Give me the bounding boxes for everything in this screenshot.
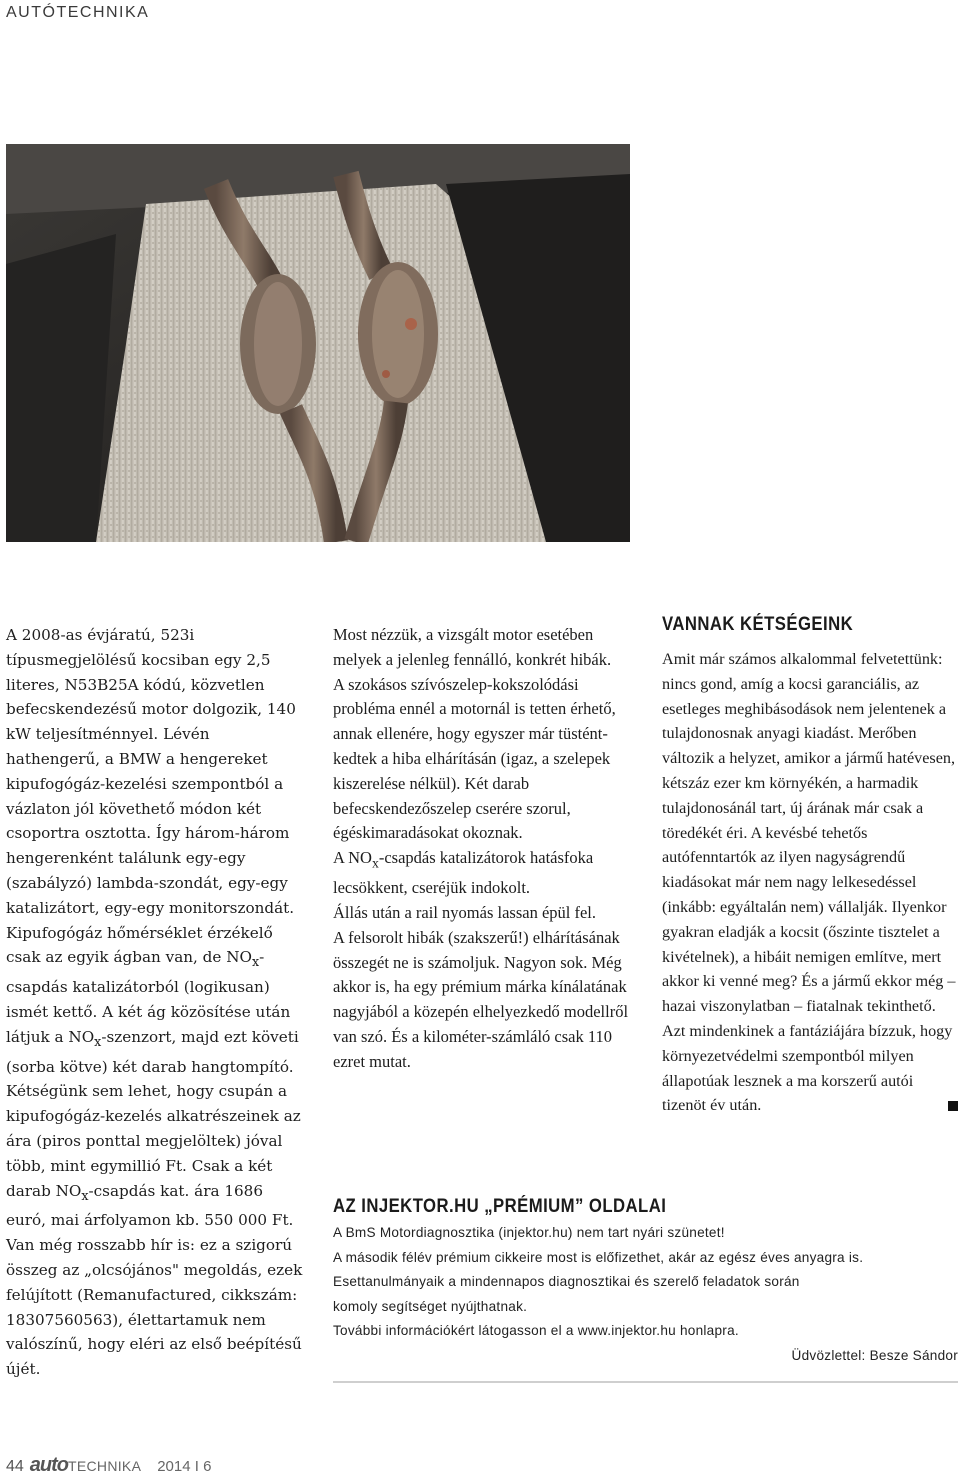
section-label: AUTÓTECHNIKA <box>6 4 150 21</box>
col3-paragraph-1: Amit már számos alkalommal felvetettünk: nincs gond, amíg a kocsi garanciális, az esetleges meghibásodások nem jelentenek a tulajdonosnak anyagi kiadást. Merőben változik a helyzet, amikor a jármű hatévesen, kétszáz ezer km környékén, a harmadik tulajdonosánál tart, új árának már csak a töredékét éri. A kevésbé tehetős autófenntartók az ilyen nagyságrendű kiadásokat már nem nagy lelkesedéssel (inkább: egyáltalán nem) vállalják. Ilyenkor gyakran eladják a kocsit (őszinte tisztelet a kivételnek), a hibáit nemigen említve, mert akkor ki venné meg? És a jármű ekkor még – hazai viszonylatban – fiatalnak tekinthető. <box>662 650 956 1016</box>
exhaust-catalysts-photo <box>6 144 630 542</box>
page-number: 44 <box>6 1458 24 1475</box>
injektor-info-box <box>333 1196 958 1383</box>
info-box-line: Esettanulmányaik a mindennapos diagnosztikai és szerelő feladatok során <box>333 1274 800 1289</box>
logo-auto-text: auto <box>29 1454 69 1476</box>
info-box-line: További információkért látogasson el a www.injektor.hu honlapra. <box>333 1323 739 1338</box>
article-column-1 <box>6 623 306 1382</box>
info-box-signature: Üdvözlettel: Besze Sándor <box>791 1347 958 1363</box>
info-box-line: A BmS Motordiagnosztika (injektor.hu) nem tart nyári szünetet! <box>333 1225 725 1240</box>
photo-illustration <box>6 144 630 542</box>
col2-paragraph-1: Most nézzük, a vizsgált motor esetében melyek a jelenleg fennálló, konkrét hibák. <box>333 625 612 669</box>
info-box-title: AZ INJEKTOR.HU „PRÉMIUM” OLDALAI <box>333 1196 667 1217</box>
logo-technika-text: TECHNIKA <box>68 1458 142 1474</box>
col1-paragraph-1: A 2008-as évjáratú, 523i típusmegjelölésű kocsiban egy 2,5 literes, N53B25A kódú, közvetlen befecskendezésű motor dolgozik, 140 kW teljesítménnyel. Lévén hathengerű, a BMW a hengereket kipufogógáz-kezelési szempontból a vázlaton jól követhető módon két csoportra osztotta. Így három-három hengerenként találunk egy-egy (szabályzó) lambda-szondát, egy-egy katalizátort, egy-egy monitorszondát. Kipufogógáz hőmérséklet érzékelő csak az egyik ágban van, de $NO_x$-csapdás katalizátorból (logikusan) ismét kettő. A két ág közösítése után látjuk a $NO_x$-szenzort, majd ezt követi (sorba kötve) két darab hangtompító. <box>6 626 299 1076</box>
col2-paragraph-5: A felsorolt hibák (szakszerű!) elhárításának összegét ne is számoljuk. Nagyon sok. Még akkor is, ha egy prémium márka kínálatának nagyjából a közepén elhelyezkedő modellről van szó. És a kilométer-számláló csak 110 ezret mutat. <box>333 927 629 1071</box>
page-footer <box>6 1454 211 1474</box>
col2-paragraph-2: A szokásos szívószelep-kokszolódási probléma ennél a motornál is tetten érhető, annak ellenére, hogy egyszer már tüsténtkedtek a hiba elhárításán (igaz, a szelepek kiszerelése nélkül). Két darab befecskendezőszelep cserére szorul, égéskimaradásokat okoznak. <box>333 674 616 843</box>
info-box-line: A második félév prémium cikkeire most is előfizethet, akár az egész éves anyagra is. <box>333 1249 864 1265</box>
col3-paragraph-2: Azt mindenkinek a fantáziájára bízzuk, hogy környezetvédelmi szempontból milyen állapotúak lesznek a ma korszerű autói tizenöt év után. <box>662 1019 958 1118</box>
article-column-3 <box>662 647 958 1118</box>
article-column-2 <box>333 623 633 1075</box>
info-box-line: komoly segítséget nyújthatnak. <box>333 1298 528 1314</box>
issue-number: 2014 I 6 <box>157 1458 212 1475</box>
col1-paragraph-2: Kétségünk sem lehet, hogy csupán a kipufogógáz-kezelés alkatrészeinek az ára (piros ponttal megjelöltek) jóval több, mint egymillió Ft. Csak a két darab $NO_x$-csapdás kat. ára 1686 euró, mai árfolyamon kb. 550 000 Ft. Van még rosszabb hír is: ez a szigorú összeg az „olcsójános" megoldás, ezek felújított (Remanufactured, cikkszám: 18307560563), élettartamuk nem valószínű, hogy eléri az első beépítésű újét. <box>6 1082 303 1379</box>
col2-paragraph-4: Állás után a rail nyomás lassan épül fel. <box>333 903 597 923</box>
col3-heading: VANNAK KÉTSÉGEINK <box>662 614 854 635</box>
col2-paragraph-3: A $NO_x$-csapdás katalizátorok hatásfoka lecsökkent, cseréjük indokolt. <box>333 848 594 898</box>
end-of-article-icon <box>948 1101 958 1111</box>
